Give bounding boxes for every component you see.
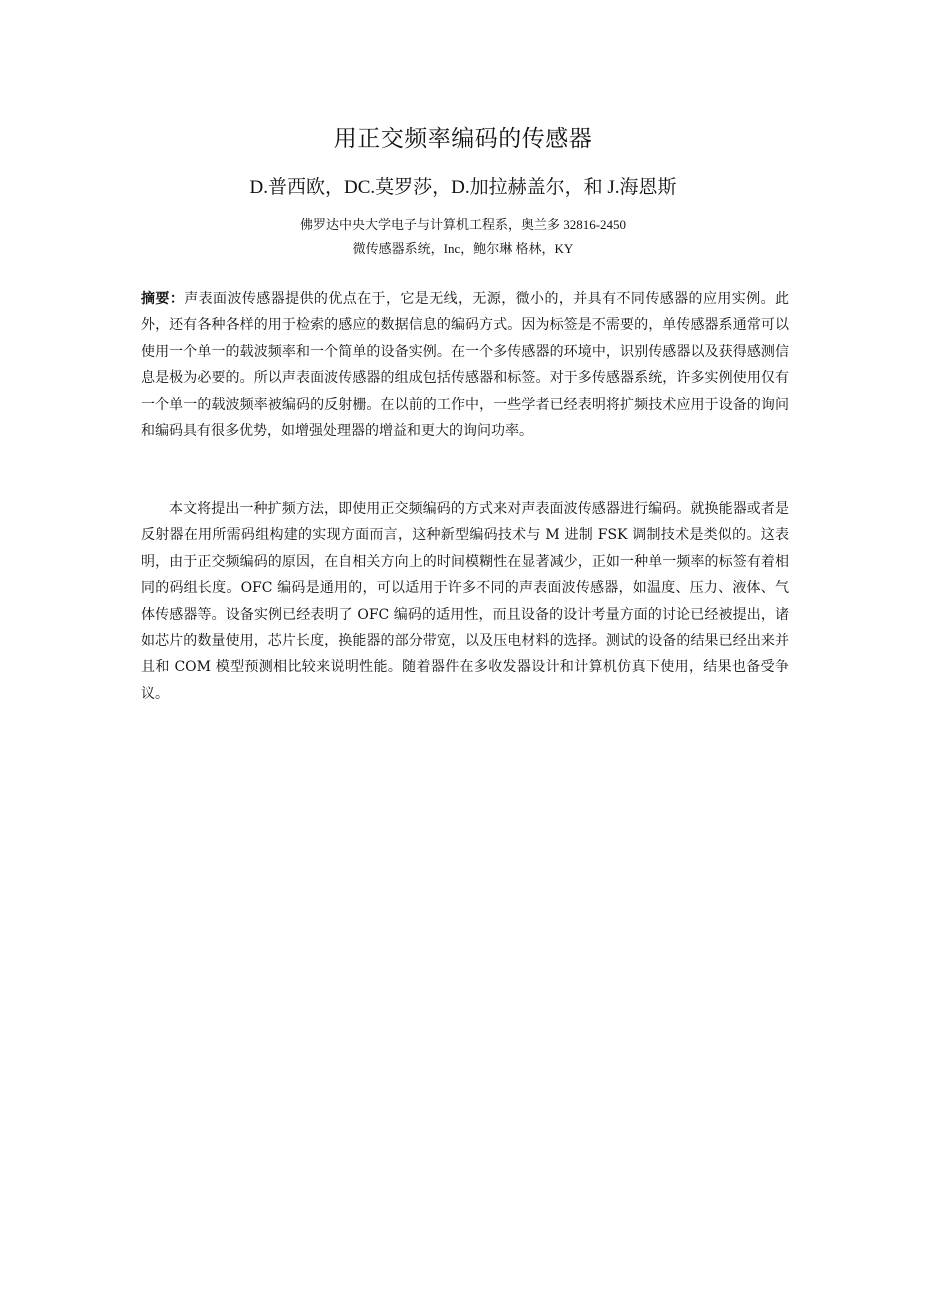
paper-authors: D.普西欧，DC.莫罗莎，D.加拉赫盖尔，和 J.海恩斯 [249,177,677,198]
affiliation-primary: 佛罗达中央大学电子与计算机工程系，奥兰多 32816-2450 [299,217,627,232]
abstract-text: 声表面波传感器提供的优点在于，它是无线，无源，微小的，并具有不同传感器的应用实例。此外，还有各种各样的用于检索的感应的数据信息的编码方式。因为标签是不需要的，单传感器系通常可以使用一个单一的载波频率和一个简单的设备实例。在一个多传感器的环境中，识别传感器以及获得感测信息是极为必要的。所以声表面波传感器的组成包括传感器和标签。对于多传感器系统，许多实例使用仅有一个单一的载波频率被编码的反射栅。在以前的工作中，一些学者已经表明将扩频技术应用于设备的询问和编码具有很多优势，如增强处理器的增益和更大的询问功率。 [141,291,790,440]
affiliation-secondary: 微传感器系统，Inc，鲍尔琳 格林，KY [352,241,574,256]
body-paragraph: 本文将提出一种扩频方法，即使用正交频编码的方式来对声表面波传感器进行编码。就换能器或者是反射器在用所需码组构建的实现方面而言，这种新型编码技术与 M 进制 FSK 调制技术是类似的。这表明，由于正交频编码的原因，在自相关方向上的时间模糊性在显著减少，正如一种单一频率的标签有着相同的码组长度。OFC 编码是通用的，可以适用于许多不同的声表面波传感器，如温度、压力、液体、气体传感器等。设备实例已经表明了 OFC 编码的适用性，而且设备的设计考量方面的讨论已经被提出，诸如芯片的数量使用，芯片长度，换能器的部分带宽，以及压电材料的选择。测试的设备的结果已经出来并且和 COM 模型预测相比较来说明性能。随着器件在多收发器设计和计算机仿真下使用，结果也备受争议。 [141,501,789,702]
abstract-paragraph [141,286,789,444]
paper-title: 用正交频率编码的传感器 [333,126,593,152]
abstract-label: 摘要： [141,291,185,307]
